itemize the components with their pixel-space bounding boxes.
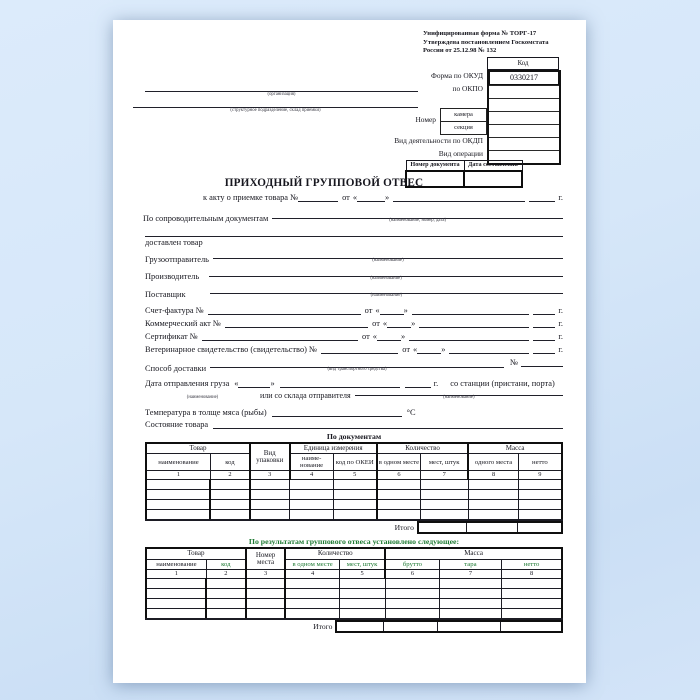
t2-data-row (146, 608, 562, 619)
year-suffix: г. (558, 331, 563, 341)
t1-col-naimenovanie: наименование (146, 454, 210, 471)
ot-label: от (402, 344, 411, 354)
t1-itogo-cells (417, 521, 563, 534)
act-day-blank (357, 192, 385, 202)
quote-close: » (385, 192, 390, 202)
kamera-label: камера (440, 108, 487, 122)
t1-itogo-cell (517, 523, 561, 532)
t2-col-naimenovanie: наименование (146, 559, 206, 569)
act-prefix: к акту о приемке товара № (203, 192, 299, 202)
day-blank (387, 318, 411, 328)
t2-group-massa: Масса (385, 548, 562, 559)
year-blank (533, 344, 555, 354)
month-blank (449, 344, 529, 354)
okud-label: Форма по ОКУД (430, 71, 483, 80)
t1-data-row (146, 510, 562, 521)
month-blank (409, 331, 529, 341)
t2-num: 4 (285, 569, 339, 578)
quote-close: » (270, 378, 275, 388)
shipper-label: Грузоотправитель (145, 254, 209, 264)
condition-blank (213, 419, 563, 429)
vet-certificate-row (145, 344, 563, 354)
t2-col-brutto: брутто (385, 559, 439, 569)
t2-num: 5 (339, 569, 385, 578)
t1-group-tovar: Товар (146, 443, 250, 454)
year-blank (533, 331, 555, 341)
temperature-blank (272, 407, 402, 417)
quote-open: « (382, 318, 388, 328)
dispatch-year-blank (405, 378, 431, 388)
t2-itogo-cell (500, 622, 561, 631)
supplier-label: Поставщик (145, 289, 186, 299)
t1-data-row (146, 480, 562, 490)
form-note-line: Унифицированная форма № ТОРГ-17 (423, 30, 537, 37)
t1-itogo-row (145, 521, 563, 534)
t1-col-odnogo-mesta: одного места (468, 454, 518, 471)
empty-code-cell (489, 98, 559, 111)
invoice-row (145, 305, 563, 315)
okdp-label: Вид деятельности по ОКДП (394, 136, 483, 145)
t2-col-v-odnom-meste: в одном месте (285, 559, 339, 569)
delivery-method-label: Способ доставки (145, 363, 207, 373)
invoice-label: Счет-фактура № (145, 305, 204, 315)
sekciya-label: секция (440, 121, 487, 135)
t2-group-tovar: Товар (146, 548, 246, 559)
quote-open: « (352, 192, 358, 202)
act-line (203, 192, 563, 202)
delivery-num-label: № (510, 357, 518, 367)
t2-itogo-cell (337, 622, 382, 631)
organization-line (145, 83, 418, 92)
month-blank (412, 305, 530, 315)
t1-num: 7 (421, 471, 469, 480)
year-suffix: г. (558, 318, 563, 328)
t1-itogo-label: Итого (394, 523, 414, 533)
okud-code-cell: 0330217 (489, 72, 559, 85)
certificate-blank (202, 331, 358, 341)
producer-label: Производитель (145, 272, 200, 282)
table2-title: По результатам группового отвеса установлено следующее: (248, 537, 460, 547)
t1-col-kod: код (210, 454, 250, 471)
dispatch-month-blank (280, 378, 400, 388)
accompany-caption: (наименование, номер, дата) (389, 218, 447, 223)
t1-num: 4 (290, 471, 334, 480)
t2-data-row (146, 588, 562, 598)
nomer-label: Номер (415, 115, 436, 124)
t2-group-kolichestvo: Количество (285, 548, 385, 559)
accompany-label: По сопроводительным документам (143, 214, 269, 224)
act-ot: от (342, 192, 350, 202)
t2-itogo-label: Итого (313, 621, 333, 631)
producer-caption: (наименование) (370, 275, 402, 281)
organization-caption: (организация) (267, 92, 296, 97)
t1-num: 6 (377, 471, 421, 480)
producer-row (145, 267, 563, 282)
t2-num: 3 (246, 569, 286, 578)
okpo-code-cell (489, 85, 559, 98)
t1-group-edinica: Единица измерения (290, 443, 377, 454)
quote-close: » (403, 305, 408, 315)
day-blank (417, 344, 441, 354)
dispatch-row (145, 378, 563, 388)
ot-label: от (364, 305, 373, 315)
dispatch-label: Дата отправления груза (145, 378, 230, 388)
quote-open: « (372, 331, 377, 341)
t2-num: 1 (146, 569, 206, 578)
t2-itogo-cells (335, 620, 563, 633)
t1-group-massa: Масса (468, 443, 562, 454)
accompany-row (143, 209, 563, 224)
t1-data-row (146, 490, 562, 500)
vet-blank (321, 344, 398, 354)
temperature-unit: °С (406, 407, 416, 417)
year-blank (533, 305, 555, 315)
ot-label: от (362, 331, 370, 341)
day-blank (380, 305, 404, 315)
vet-certificate-label: Ветеринарное свидетельство (свидетельство) № (145, 344, 318, 354)
t2-col-kod: код (206, 559, 246, 569)
t2-data-row (146, 578, 562, 588)
dispatch-caption-left: (наименование) (186, 395, 219, 401)
t2-num: 2 (206, 569, 246, 578)
dispatch-caption-right: (наименование) (443, 395, 475, 401)
t2-itogo-cell (383, 622, 438, 631)
supplier-row (145, 284, 563, 299)
day-blank (377, 331, 401, 341)
quote-open: « (413, 344, 418, 354)
certificate-row (145, 331, 563, 341)
form-note-line: России от 25.12.98 № 132 (423, 47, 497, 55)
t2-col-mest-shtuk: мест, штук (339, 559, 385, 569)
dispatch-row2 (145, 388, 563, 401)
documents-table (145, 442, 563, 521)
t2-num: 6 (385, 569, 439, 578)
dispatch-or-label: или со склада отправителя (260, 391, 351, 401)
quote-open: « (375, 305, 380, 315)
quote-close: » (441, 344, 446, 354)
t1-group-upakovka: Вид упаковки (250, 443, 290, 471)
t2-itogo-cell (437, 622, 500, 631)
form-note (423, 30, 575, 56)
year-blank (533, 318, 555, 328)
t2-group-nomer-mesta: Номер места (246, 548, 286, 569)
t1-data-row (146, 500, 562, 510)
operaciya-label: Вид операции (438, 149, 483, 158)
supplier-caption: (наименование) (370, 293, 403, 299)
month-blank (419, 318, 529, 328)
act-month-blank (393, 192, 525, 202)
doc-number-header: Номер документа (406, 161, 464, 171)
form-title: ПРИХОДНЫЙ ГРУППОВОЙ ОТВЕС (224, 177, 424, 189)
year-suffix: г. (433, 378, 439, 388)
dispatch-day-blank (238, 378, 270, 388)
commercial-act-blank (225, 318, 368, 328)
results-table (145, 547, 563, 619)
t2-itogo-row (145, 620, 563, 633)
certificate-label: Сертификат № (145, 331, 198, 341)
delivery-method-caption: (вид транспортного средства) (327, 367, 387, 373)
t2-col-netto: нетто (502, 559, 562, 569)
subdivision-line (133, 99, 418, 108)
doc-date-header: Дата составления (464, 161, 522, 171)
t2-data-row (146, 598, 562, 608)
t1-group-kolichestvo: Количество (377, 443, 469, 454)
okdp-code-cell (489, 137, 559, 150)
year-suffix: г. (558, 305, 563, 315)
okpo-label: по ОКПО (452, 84, 483, 93)
t1-itogo-cell (419, 523, 466, 532)
t1-itogo-cell (466, 523, 516, 532)
t1-col-v-odnom-meste: в одном месте (377, 454, 421, 471)
t2-num: 8 (502, 569, 562, 578)
subdivision-caption: (структурное подразделение, склад приемки) (230, 108, 321, 113)
temperature-row (145, 407, 563, 417)
quote-close: » (400, 331, 406, 341)
commercial-act-row (145, 318, 563, 328)
act-year-blank (529, 192, 555, 202)
shipper-row (145, 249, 563, 264)
t1-col-netto: нетто (518, 454, 562, 471)
kamera-code-cell (489, 111, 559, 124)
t1-col-okei: код по ОКЕИ (333, 454, 377, 471)
code-column (487, 70, 561, 165)
form-page (113, 20, 586, 683)
form-note-line: Утверждена постановлением Госкомстата (423, 38, 549, 46)
act-number-blank (298, 192, 338, 202)
delivery-method-row (145, 357, 563, 373)
dispatch-station-label: со станции (пристани, порта) (450, 378, 555, 388)
delivered-label: доставлен товар (145, 238, 203, 247)
year-suffix: г. (558, 344, 563, 354)
table1-title: По документам (326, 431, 382, 441)
condition-row (145, 419, 563, 429)
t1-num: 8 (468, 471, 518, 480)
quote-close: » (411, 318, 416, 328)
t1-col-ed-naimenovanie: наиме- нование (290, 454, 334, 471)
t1-num: 9 (518, 471, 562, 480)
commercial-act-label: Коммерческий акт № (145, 318, 221, 328)
act-year-suffix: г. (558, 192, 563, 202)
t1-col-mest-shtuk: мест, штук (421, 454, 469, 471)
temperature-label: Температура в толще мяса (рыбы) (145, 407, 267, 417)
t1-num: 2 (210, 471, 250, 480)
invoice-blank (208, 305, 361, 315)
code-column-header: Код (487, 57, 559, 70)
t2-num: 7 (439, 569, 501, 578)
quote-open: « (234, 378, 239, 388)
form-body (145, 234, 563, 633)
shipper-caption: (наименование) (372, 258, 404, 264)
t1-num: 3 (250, 471, 290, 480)
ot-label: от (372, 318, 380, 328)
t2-col-tara: тара (439, 559, 501, 569)
condition-label: Состояние товара (145, 419, 209, 429)
delivery-num-blank (521, 357, 563, 367)
t1-num: 5 (333, 471, 377, 480)
sekciya-code-cell (489, 124, 559, 137)
t1-num: 1 (146, 471, 210, 480)
